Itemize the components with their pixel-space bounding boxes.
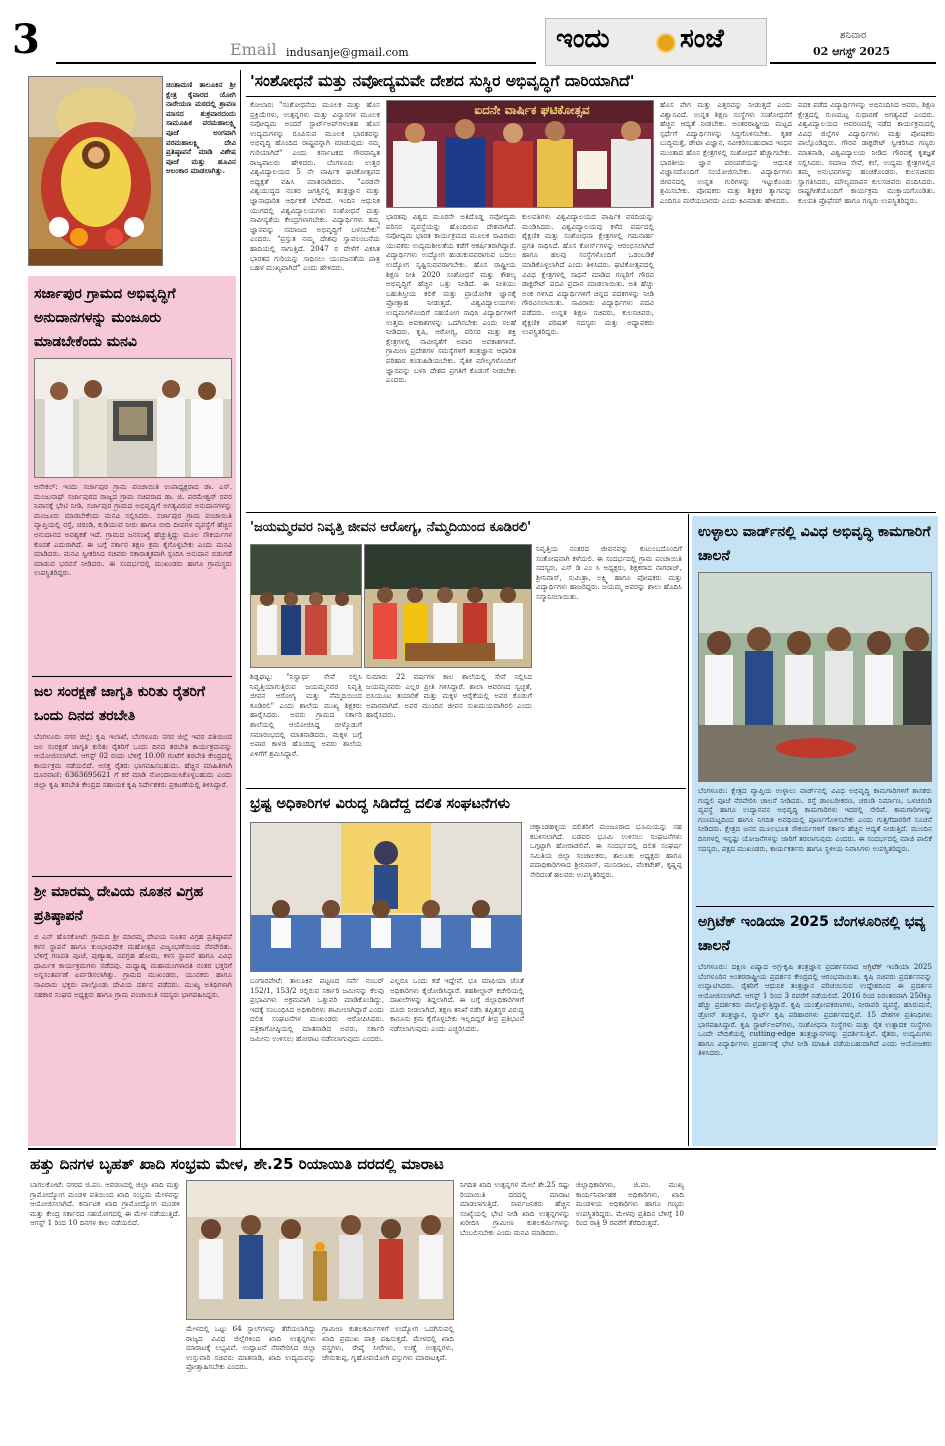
maramma-headline: ಶ್ರೀ ಮಾರಮ್ಮ ದೇವಿಯ ನೂತನ ವಿಗ್ರಹ ಪ್ರತಿಷ್ಠಾಪನೆ	[34, 884, 204, 924]
convocation-photo	[386, 100, 654, 208]
dalita-photo	[250, 822, 522, 972]
vertical-rule-right	[688, 514, 689, 1146]
right-divider	[696, 906, 934, 907]
main-headline: 'ಸಂಶೋಧನೆ ಮತ್ತು ನವೋದ್ಯಮವೇ ದೇಶದ ಸುಸ್ಥಿರ ಅಭಿವೃದ್ಧಿಗೆ ದಾರಿಯಾಗಿದೆ'	[250, 72, 635, 90]
maramma-body: ಬಿ ಎನ್ ಹೊಸಕೋಟೆ: ಗ್ರಾಮದ ಶ್ರೀ ಮಾರಮ್ಮ ದೇವಿಯ ನೂತನ ವಿಗ್ರಹ ಪ್ರತಿಷ್ಠಾಪನೆ ಕಳಸ ಸ್ಥಾಪನೆ ಹಾಗೂ ಕುಂಭಾಭಿಷೇಕ ಮಹೋತ್ಸವ ವಿಜೃಂಭಣೆಯಿಂದ ನೆರವೇರಿತು. ಬೆಳಿಗ್ಗೆ ಗಣಪತಿ ಪೂಜೆ, ಪುಣ್ಯಾಹ, ನವಗ್ರಹ ಹೋಮ, ಕಳಸ ಸ್ಥಾಪನೆ ಹಾಗೂ ವಿವಿಧ ಧಾರ್ಮಿಕ ಕಾರ್ಯಕ್ರಮಗಳು ನಡೆದವು. ಮಧ್ಯಾಹ್ನ ಮಹಾಮಂಗಳಾರತಿ ನಂತರ ಭಕ್ತರಿಗೆ ಅನ್ನಸಂತರ್ಪಣೆ ಏರ್ಪಡಿಸಲಾಗಿತ್ತು. ಗ್ರಾಮದ ಮುಖಂಡರು, ಯುವಕರು ಹಾಗೂ ಸಾವಿರಾರು ಭಕ್ತರು ಪಾಲ್ಗೊಂಡು ದೇವಿಯ ದರ್ಶನ ಪಡೆದರು. ಮುಖ್ಯ ಅತಿಥಿಗಳಾಗಿ ಸಹಕಾರ ಸಂಘದ ಅಧ್ಯಕ್ಷರು ಹಾಗೂ ಗ್ರಾಮ ಪಂಚಾಯಿತಿ ಸದಸ್ಯರು ಭಾಗವಹಿಸಿದ್ದರು.	[34, 932, 232, 999]
khadi-col5: ಜಿಲ್ಲಾಧಿಕಾರಿಗಳು, ಜಿ.ಪಂ. ಮುಖ್ಯ ಕಾರ್ಯನಿರ್ವಾಹಕ ಅಧಿಕಾರಿಗಳು, ಖಾದಿ ಮಂಡಳಿಯ ಅಧಿಕಾರಿಗಳು ಹಾಗೂ ಗಣ್ಯರು ಉಪಸ್ಥಿತರಿದ್ದರು. ಮೇಳವು ಪ್ರತಿದಿನ ಬೆಳಿಗ್ಗೆ 10 ರಿಂದ ರಾತ್ರಿ 9 ರವರೆಗೆ ತೆರೆದಿರುತ್ತದೆ.	[576, 1180, 684, 1228]
press-meet-illustration	[251, 823, 522, 972]
jayamma-bottom-rule	[246, 788, 686, 789]
jayamma-col2: ಸುಮಾರು 22 ವರ್ಷಗಳ ಕಾಲ ಶಾಲೆಯಲ್ಲಿ ಸೇವೆ ಸಲ್ಲಿಸಿದ ಜಯಮ್ಮನವರು ಎಲ್ಲರ ಪ್ರೀತಿ ಗಳಿಸಿದ್ದಾರೆ. ಶಾಲಾ ಆವರಣದ ಸ್ವಚ್ಛತೆ, ಬಿಸಿಯೂಟ ತಯಾರಿಕೆ ಮತ್ತು ಮಕ್ಕಳ ಆರೈಕೆಯಲ್ಲಿ ಅವರ ಕೊಡುಗೆ ಅಪಾರವಾಗಿದೆ. ಅವರ ಮುಂದಿನ ಜೀವನ ಸುಖಮಯವಾಗಿರಲಿ ಎಂದು ಹಾರೈಸಿದರು.	[366, 672, 532, 720]
jala-body: ಬೆಂಗಳೂರು ನಗರ ಜಿಲ್ಲೆ: ಕೃಷಿ ಇಲಾಖೆ, ಬೆಂಗಳೂರು ನಗರ ಜಿಲ್ಲೆ ಇವರ ವತಿಯಿಂದ ಜಲ ಸಂರಕ್ಷಣೆ ಜಾಗೃತಿ ಕುರಿತು ರೈತರಿಗೆ ಒಂದು ದಿನದ ತರಬೇತಿ ಕಾರ್ಯಕ್ರಮವನ್ನು ಆಯೋಜಿಸಲಾಗಿದೆ. ಆಗಸ್ಟ್ 02 ರಂದು ಬೆಳಿಗ್ಗೆ 10.00 ಗಂಟೆಗೆ ತರಬೇತಿ ಕೇಂದ್ರದಲ್ಲಿ ಕಾರ್ಯಕ್ರಮ ನಡೆಯಲಿದೆ. ಆಸಕ್ತ ರೈತರು ಭಾಗವಹಿಸಬಹುದು. ಹೆಚ್ಚಿನ ಮಾಹಿತಿಗಾಗಿ ದೂರವಾಣಿ: 6363695621 ಗೆ ಕರೆ ಮಾಡಿ ನೋಂದಾಯಿಸಿಕೊಳ್ಳಬಹುದು ಎಂದು ಜಿಲ್ಲಾ ಕೃಷಿ ತರಬೇತಿ ಕೇಂದ್ರದ ಸಹಾಯಕ ಕೃಷಿ ನಿರ್ದೇಶಕರು ಪ್ರಕಟಣೆಯಲ್ಲಿ ತಿಳಿಸಿದ್ದಾರೆ.	[34, 732, 232, 789]
logo-word-left: ಇಂದು	[556, 24, 610, 54]
ground-breaking-illustration	[699, 573, 932, 782]
main-story-col3: ಕುಲಪತಿಗಳು ವಿಶ್ವವಿದ್ಯಾಲಯದ ವಾರ್ಷಿಕ ವರದಿಯನ್ನು ಮಂಡಿಸಿದರು. ವಿಶ್ವವಿದ್ಯಾಲಯವು ಕಳೆದ ವರ್ಷದಲ್ಲಿ ಶೈಕ್ಷಣಿಕ ಮತ್ತು ಸಂಶೋಧನಾ ಕ್ಷೇತ್ರಗಳಲ್ಲಿ ಗಮನಾರ್ಹ ಪ್ರಗತಿ ಸಾಧಿಸಿದೆ. ಹೊಸ ಕೋರ್ಸ್‌ಗಳನ್ನು ಆರಂಭಿಸಲಾಗಿದೆ ಹಾಗೂ ಹಲವು ಸಂಸ್ಥೆಗಳೊಂದಿಗೆ ಒಡಂಬಡಿಕೆ ಮಾಡಿಕೊಳ್ಳಲಾಗಿದೆ ಎಂದು ತಿಳಿಸಿದರು. ಘಟಿಕೋತ್ಸವದಲ್ಲಿ ವಿವಿಧ ಕ್ಷೇತ್ರಗಳಲ್ಲಿ ಸಾಧನೆ ಮಾಡಿದ ಗಣ್ಯರಿಗೆ ಗೌರವ ಡಾಕ್ಟರೇಟ್ ಪದವಿ ಪ್ರದಾನ ಮಾಡಲಾಯಿತು. ಅತಿ ಹೆಚ್ಚು ಅಂಕ ಗಳಿಸಿದ ವಿದ್ಯಾರ್ಥಿಗಳಿಗೆ ಚಿನ್ನದ ಪದಕಗಳನ್ನು ನೀಡಿ ಗೌರವಿಸಲಾಯಿತು. ಸಾವಿರಾರು ವಿದ್ಯಾರ್ಥಿಗಳು ಪದವಿ ಪಡೆದರು. ಉನ್ನತ ಶಿಕ್ಷಣ ಸಚಿವರು, ಕುಲಸಚಿವರು, ಶೈಕ್ಷಣಿಕ ಪರಿಷತ್ ಸದಸ್ಯರು ಮತ್ತು ಅಧ್ಯಾಪಕರು ಉಪಸ್ಥಿತರಿದ್ದರು.	[522, 212, 654, 337]
sarjapura-headline: ಸರ್ಜಾಪುರ ಗ್ರಾಮದ ಅಭಿವೃದ್ಧಿಗೆ ಅನುದಾನಗಳನ್ನು ಮಂಜೂರು ಮಾಡಬೇಕೆಂದು ಮನವಿ	[34, 286, 176, 350]
agritech-body: ಬೆಂಗಳೂರು: ದಕ್ಷಿಣ ಏಷ್ಯಾದ ಅಗ್ರ-ಕೃಷಿ ತಂತ್ರಜ್ಞಾನ ಪ್ರದರ್ಶನವಾದ ಅಗ್ರಿಟೆಕ್ ಇಂಡಿಯಾ 2025 ಬೆಂಗಳೂರಿನ ಅಂತರರಾಷ್ಟ್ರೀಯ ಪ್ರದರ್ಶನ ಕೇಂದ್ರದಲ್ಲಿ ಆರಂಭವಾಯಿತು. ಕೃಷಿ ಸಚಿವರು ಪ್ರದರ್ಶನವನ್ನು ಉದ್ಘಾಟಿಸಿದರು. ರೈತರಿಗೆ ಆಧುನಿಕ ತಂತ್ರಜ್ಞಾನ ಪರಿಚಯಿಸುವ ಉದ್ದೇಶದಿಂದ ಈ ಪ್ರದರ್ಶನ ಆಯೋಜಿಸಲಾಗಿದೆ. ಆಗಸ್ಟ್ 1 ರಿಂದ 3 ರವರೆಗೆ ನಡೆಯಲಿದೆ. 2016 ರಿಂದ ನಿರಂತರವಾಗಿ 250ಕ್ಕೂ ಹೆಚ್ಚು ಪ್ರದರ್ಶಕರು ಪಾಲ್ಗೊಳ್ಳುತ್ತಿದ್ದಾರೆ. ಕೃಷಿ ಯಂತ್ರೋಪಕರಣಗಳು, ನೀರಾವರಿ ವ್ಯವಸ್ಥೆ, ಹಸಿರುಮನೆ, ಡ್ರೋನ್ ತಂತ್ರಜ್ಞಾನ, ಸ್ಮಾರ್ಟ್ ಕೃಷಿ ಪರಿಹಾರಗಳು ಪ್ರದರ್ಶನದಲ್ಲಿವೆ. 15 ದೇಶಗಳ ಪ್ರತಿನಿಧಿಗಳು ಭಾಗವಹಿಸಿದ್ದಾರೆ. ಕೃಷಿ ಸ್ಟಾರ್ಟ್‌ಅಪ್‌ಗಳು, ಸಂಶೋಧನಾ ಸಂಸ್ಥೆಗಳು ಮತ್ತು ರೈತ ಉತ್ಪಾದಕ ಸಂಸ್ಥೆಗಳು ಒಂದೇ ವೇದಿಕೆಯಲ್ಲಿ cutting-edge ತಂತ್ರಜ್ಞಾನಗಳನ್ನು ಪ್ರದರ್ಶಿಸುತ್ತಿವೆ. ರೈತರು, ಉದ್ಯಮಿಗಳು ಹಾಗೂ ವಿದ್ಯಾರ್ಥಿಗಳು ಪ್ರದರ್ಶನಕ್ಕೆ ಭೇಟಿ ನೀಡಿ ಮಾಹಿತಿ ಪಡೆಯಬಹುದಾಗಿದೆ ಎಂದು ಆಯೋಜಕರು ತಿಳಿಸಿದರು.	[698, 962, 932, 1058]
dalita-col3: ಚಕ್ಕಾಂಡಹಳ್ಳಿಯ ದಲಿತರಿಗೆ ಮಂಜೂರಾದ ಭೂಮಿಯನ್ನು ಸಹ ಕಬಳಿಸಲಾಗಿದೆ. ಬಡವರ ಭೂಮಿ ಉಳಿಸಲು ಸಂಘಟನೆಗಳು ಒಗ್ಗಟ್ಟಾಗಿ ಹೋರಾಡಲಿವೆ. ಈ ಸಂದರ್ಭದಲ್ಲಿ ದಲಿತ ಸಂಘರ್ಷ ಸಮಿತಿಯ ಜಿಲ್ಲಾ ಸಂಚಾಲಕರು, ತಾಲೂಕು ಅಧ್ಯಕ್ಷರು ಹಾಗೂ ಪದಾಧಿಕಾರಿಗಳಾದ ಶ್ರೀನಿವಾಸ್, ಮುನಿರಾಜು, ವೆಂಕಟೇಶ್, ಕೃಷ್ಣಪ್ಪ ಸೇರಿದಂತೆ ಹಲವರು ಉಪಸ್ಥಿತರಿದ್ದರು.	[530, 822, 682, 879]
logo-word-right: ಸಂಜೆ	[680, 24, 724, 54]
decorated-idol-illustration	[29, 77, 163, 266]
ullal-photo	[698, 572, 932, 782]
jayamma-col3: ನಿವೃತ್ತಿಯ ನಂತರದ ಜೀವನವನ್ನು ಕುಟುಂಬದೊಂದಿಗೆ ಸಂತೋಷವಾಗಿ ಕಳೆಯಲಿ. ಈ ಸಂದರ್ಭದಲ್ಲಿ ಗ್ರಾಮ ಪಂಚಾಯಿತಿ ಸದಸ್ಯರು, ಎಸ್ ಡಿ ಎಂ ಸಿ ಅಧ್ಯಕ್ಷರು, ಶಿಕ್ಷಕರಾದ ನಾಗರಾಜ್, ಶ್ರೀನಿವಾಸ್, ಸುಮಿತ್ರಾ, ಲಕ್ಷ್ಮಿ ಹಾಗೂ ಪೋಷಕರು ಮತ್ತು ವಿದ್ಯಾರ್ಥಿಗಳು ಹಾಜರಿದ್ದರು. ಜಯಮ್ಮ ಅವರನ್ನು ಶಾಲು ಹೊದಿಸಿ ಸನ್ಮಾನಿಸಲಾಯಿತು.	[536, 544, 682, 601]
memorial-handover-illustration	[35, 359, 232, 478]
masthead-left-rule	[56, 62, 536, 64]
khadi-top-rule	[28, 1148, 936, 1150]
jayamma-col1: ಶಿಡ್ಲಘಟ್ಟ: "ನಿಸ್ವಾರ್ಥ ಸೇವೆ ಸಲ್ಲಿಸಿ ನಿವೃತ್ತಿಯಾಗುತ್ತಿರುವ ಜಯಮ್ಮನವರ ನಿವೃತ್ತಿ ಜೀವನ ಆರೋಗ್ಯ ಮತ್ತು ನೆಮ್ಮದಿಯಿಂದ ಕೂಡಿರಲಿ" ಎಂದು ಶಾಲೆಯ ಮುಖ್ಯ ಶಿಕ್ಷಕರು ಹಾರೈಸಿದರು. ಅವರು ಗ್ರಾಮದ ಸರ್ಕಾರಿ ಶಾಲೆಯಲ್ಲಿ ಆಯೋಜಿಸಿದ್ದ ಬೀಳ್ಕೊಡುಗೆ ಸಮಾರಂಭದಲ್ಲಿ ಮಾತನಾಡಿದರು. ಮಕ್ಕಳ ಬಗ್ಗೆ ಅಪಾರ ಕಾಳಜಿ ಹೊಂದಿದ್ದ ಅವರು ಶಾಲೆಯ ಏಳಿಗೆಗೆ ಶ್ರಮಿಸಿದ್ದಾರೆ.	[250, 672, 362, 758]
khadi-col4: ನಿಗದಿತ ಖಾದಿ ಉತ್ಪನ್ನಗಳ ಮೇಲೆ ಶೇ.25 ರಷ್ಟು ರಿಯಾಯಿತಿ ದರದಲ್ಲಿ ಮಾರಾಟ ಮಾಡಲಾಗುತ್ತಿದೆ. ಸಾರ್ವಜನಿಕರು ಹೆಚ್ಚಿನ ಸಂಖ್ಯೆಯಲ್ಲಿ ಭೇಟಿ ನೀಡಿ ಖಾದಿ ಉತ್ಪನ್ನಗಳನ್ನು ಖರೀದಿಸಿ ಗ್ರಾಮೀಣ ಕುಶಲಕರ್ಮಿಗಳನ್ನು ಬೆಂಬಲಿಸಬೇಕು ಎಂದು ಮನವಿ ಮಾಡಿದರು.	[460, 1180, 570, 1237]
khadi-col2: ಮೇಳದಲ್ಲಿ ಒಟ್ಟು 64 ಸ್ಟಾಲ್‌ಗಳನ್ನು ತೆರೆಯಲಾಗಿದ್ದು ರಾಜ್ಯದ ವಿವಿಧ ಜಿಲ್ಲೆಗಳಿಂದ ಖಾದಿ ಉತ್ಪನ್ನಗಳು ಮಾರಾಟಕ್ಕೆ ಲಭ್ಯವಿವೆ. ಉದ್ಘಾಟನೆ ನೆರವೇರಿಸಿದ ಜಿಲ್ಲಾ ಉಸ್ತುವಾರಿ ಸಚಿವರು ಮಾತನಾಡಿ, ಖಾದಿ ಉದ್ಯಮವನ್ನು ಪ್ರೋತ್ಸಾಹಿಸಬೇಕು ಎಂದರು.	[186, 1324, 316, 1372]
dalita-col2: ಎಲ್ಲರೂ ಒಂದು ಕಡೆ ಇದ್ದೇವೆ. ಭೂ ಮಾಫಿಯಾ ಜೊತೆ ಅಧಿಕಾರಿಗಳು ಕೈಜೋಡಿಸಿದ್ದಾರೆ. ತಹಶೀಲ್ದಾರ್ ಕಚೇರಿಯಲ್ಲಿ ದಾಖಲೆಗಳನ್ನು ತಿದ್ದಲಾಗಿದೆ. ಈ ಬಗ್ಗೆ ಜಿಲ್ಲಾಧಿಕಾರಿಗಳಿಗೆ ದೂರು ನೀಡಲಾಗಿದೆ. ತಕ್ಷಣ ತನಿಖೆ ನಡೆಸಿ ತಪ್ಪಿತಸ್ಥರ ವಿರುದ್ಧ ಕಾನೂನು ಕ್ರಮ ಕೈಗೊಳ್ಳಬೇಕು ಇಲ್ಲದಿದ್ದರೆ ತೀವ್ರ ಪ್ರತಿಭಟನೆ ನಡೆಸಲಾಗುವುದು ಎಂದು ಎಚ್ಚರಿಸಿದರು.	[390, 976, 524, 1033]
retirement-function-illustration-right	[365, 545, 532, 668]
masthead-logo	[545, 18, 767, 66]
convocation-banner-text: ಐದನೇ ವಾರ್ಷಿಕ ಘಟಿಕೋತ್ಸವ	[474, 103, 590, 117]
agritech-headline: ಅಗ್ರಿಟೆಕ್ ಇಂಡಿಯಾ 2025 ಬೆಂಗಳೂರಿನಲ್ಲಿ ಭವ್ಯ ಚಾಲನೆ	[698, 914, 926, 954]
main-story-col5: ಪದಕ ಪಡೆದ ವಿದ್ಯಾರ್ಥಿಗಳನ್ನು ಅಭಿನಂದಿಸಿದ ಅವರು, ಶಿಕ್ಷಣ ಕ್ಷೇತ್ರದಲ್ಲಿ ಗುಣಮಟ್ಟ ಸುಧಾರಣೆ ಅಗತ್ಯವಿದೆ ಎಂದರು. ವಿಶ್ವವಿದ್ಯಾಲಯದ ಆವರಣದಲ್ಲಿ ನಡೆದ ಕಾರ್ಯಕ್ರಮದಲ್ಲಿ ವಿವಿಧ ಜಿಲ್ಲೆಗಳ ವಿದ್ಯಾರ್ಥಿಗಳು ಮತ್ತು ಪೋಷಕರು ಪಾಲ್ಗೊಂಡಿದ್ದರು. ಗೌರವ ಡಾಕ್ಟರೇಟ್ ಸ್ವೀಕರಿಸಿದ ಗಣ್ಯರು ಮಾತನಾಡಿ, ವಿಶ್ವವಿದ್ಯಾಲಯ ನೀಡಿದ ಗೌರವಕ್ಕೆ ಕೃತಜ್ಞತೆ ಸಲ್ಲಿಸಿದರು. ಸಮಾಜ ಸೇವೆ, ಕಲೆ, ಉದ್ಯಮ ಕ್ಷೇತ್ರಗಳಲ್ಲಿನ ತಮ್ಮ ಅನುಭವಗಳನ್ನು ಹಂಚಿಕೊಂಡರು. ಕುಲಸಚಿವರು ಸ್ವಾಗತಿಸಿದರು, ಮೌಲ್ಯಮಾಪನ ಕುಲಸಚಿವರು ವಂದಿಸಿದರು. ರಾಷ್ಟ್ರಗೀತೆಯೊಂದಿಗೆ ಕಾರ್ಯಕ್ರಮ ಮುಕ್ತಾಯಗೊಂಡಿತು. ಕುಲಪತಿ ಪ್ರೊಫೆಸರ್ ಹಾಗೂ ಗಣ್ಯರು ಉಪಸ್ಥಿತರಿದ್ದರು.	[798, 100, 935, 205]
main-story-col1: ಕೋಲಾರ: "ಸಂಶೋಧನೆಯ ಮೂಲಕ ಮತ್ತು ಹೊಸ ಪ್ರಕ್ರಿಯೆಗಳು, ಉತ್ಪನ್ನಗಳು ಮತ್ತು ವಿನ್ಯಾಸಗಳ ಮೂಲಕ ನವೋದ್ಯಮ ಅಂದರೆ ಸ್ಟಾರ್ಟ್‌ಅಪ್‌ಗಳಂತಹ ಹೊಸ ಉದ್ಯಮಗಳನ್ನು ರೂಪಿಸುವ ಮೂಲಕ ಭಾರತವನ್ನು ಅಭಿವೃದ್ಧಿ ಹೊಂದಿದ ರಾಷ್ಟ್ರವನ್ನಾಗಿ ಮಾಡುವುದು ನಮ್ಮ ಗುರಿಯಾಗಿದೆ" ಎಂದು ಕರ್ನಾಟಕದ ಗೌರವಾನ್ವಿತ ರಾಜ್ಯಪಾಲರು ಹೇಳಿದರು. ಬೆಂಗಳೂರು ಉತ್ತರ ವಿಶ್ವವಿದ್ಯಾಲಯದ 5 ನೇ ವಾರ್ಷಿಕ ಘಟಿಕೋತ್ಸವದ ಅಧ್ಯಕ್ಷತೆ ವಹಿಸಿ ಮಾತನಾಡಿದರು. "ಎರಡನೇ ವಿಶ್ವಯುದ್ಧದ ನಂತರ ಜಗತ್ತಿನಲ್ಲಿ ತಂತ್ರಜ್ಞಾನ ಮತ್ತು ಜ್ಞಾನಾಧಾರಿತ ಆರ್ಥಿಕತೆ ಬೆಳೆದಿದೆ. ಇಂದಿನ ಆಧುನಿಕ ಯುಗದಲ್ಲಿ ವಿಶ್ವವಿದ್ಯಾಲಯಗಳು ಸಂಶೋಧನೆ ಮತ್ತು ನಾವೀನ್ಯತೆಯ ಕೇಂದ್ರಗಳಾಗಬೇಕು. ವಿದ್ಯಾರ್ಥಿಗಳು ತಮ್ಮ ಜ್ಞಾನವನ್ನು ಸಮಾಜದ ಅಭಿವೃದ್ಧಿಗೆ ಬಳಸಬೇಕು" ಎಂದರು. "ಪ್ರಸ್ತುತ ನಮ್ಮ ದೇಶವು ಸ್ವಾವಲಂಬನೆಯ ಹಾದಿಯಲ್ಲಿ ಸಾಗುತ್ತಿದೆ. 2047 ರ ವೇಳೆಗೆ ವಿಕಸಿತ ಭಾರತದ ಗುರಿಯನ್ನು ಸಾಧಿಸಲು ಯುವಜನತೆಯ ಪಾತ್ರ ಬಹಳ ಮುಖ್ಯವಾಗಿದೆ" ಎಂದು ಹೇಳಿದರು.	[250, 100, 380, 273]
sarjapura-body: ಆನೇಕಲ್: ಇಂದು ಸರ್ಜಾಪುರ ಗ್ರಾಮ ಪಂಚಾಯಿತಿ ಉಪಾಧ್ಯಕ್ಷರಾದ ಡಾ. ಎಸ್. ಮಂಜುನಾಥ್ ಸರ್ಜಾಪುರದ ರಾಜ್ಯದ ಗ್ರಾಮ ಸಚಿವರಾದ ಡಾ. ಜಿ. ಪರಮೇಶ್ವರ್ ರವರ ನಿವಾಸಕ್ಕೆ ಭೇಟಿ ನೀಡಿ, ಸರ್ಜಾಪುರ ಗ್ರಾಮದ ಅಭಿವೃದ್ಧಿಗೆ ಅಗತ್ಯವಿರುವ ಅನುದಾನಗಳನ್ನು ಮಂಜೂರು ಮಾಡಬೇಕೆಂದು ಮನವಿ ಸಲ್ಲಿಸಿದರು. ಸರ್ಜಾಪುರ ಗ್ರಾಮ ಪಂಚಾಯಿತಿ ವ್ಯಾಪ್ತಿಯಲ್ಲಿ ರಸ್ತೆ, ಚರಂಡಿ, ಕುಡಿಯುವ ನೀರು ಹಾಗೂ ಬೀದಿ ದೀಪಗಳ ವ್ಯವಸ್ಥೆಗೆ ಹೆಚ್ಚಿನ ಅನುದಾನದ ಅವಶ್ಯಕತೆ ಇದೆ. ಗ್ರಾಮದ ಜನಸಂಖ್ಯೆ ಹೆಚ್ಚುತ್ತಿದ್ದು ಮೂಲ ಸೌಕರ್ಯಗಳ ಕೊರತೆ ಎದುರಾಗಿದೆ. ಈ ಬಗ್ಗೆ ಸರ್ಕಾರ ತಕ್ಷಣ ಕ್ರಮ ಕೈಗೊಳ್ಳಬೇಕು ಎಂದು ಮನವಿ ಮಾಡಿದರು. ಮನವಿ ಸ್ವೀಕರಿಸಿದ ಸಚಿವರು ಸಕಾರಾತ್ಮಕವಾಗಿ ಸ್ಪಂದಿಸಿ ಅನುದಾನ ಬಿಡುಗಡೆ ಮಾಡುವ ಭರವಸೆ ನೀಡಿದರು. ಈ ಸಂದರ್ಭದಲ್ಲಿ ಮುಖಂಡರು ಹಾಗೂ ಗ್ರಾಮಸ್ಥರು ಉಪಸ್ಥಿತರಿದ್ದರು.	[34, 482, 232, 578]
jayamma-headline: 'ಜಯಮ್ಮರವರ ನಿವೃತ್ತಿ ಜೀವನ ಆರೋಗ್ಯ, ನೆಮ್ಮದಿಯಿಂದ ಕೂಡಿರಲಿ'	[250, 520, 532, 535]
sarjapura-photo	[34, 358, 232, 478]
left-divider-2	[32, 876, 232, 877]
issue-date: 02 ಆಗಸ್ಟ್ 2025	[813, 45, 890, 58]
masthead-right-rule	[770, 62, 936, 64]
main-story-col4: ಹೊಸ ವೇಗ ಮತ್ತು ಎತ್ತರವನ್ನು ನೀಡುತ್ತದೆ ಎಂದು ವಿಶ್ವಾಸವಿದೆ. ಉನ್ನತ ಶಿಕ್ಷಣ ಸಂಸ್ಥೆಗಳು ಸಂಶೋಧನೆಗೆ ಹೆಚ್ಚಿನ ಆದ್ಯತೆ ನೀಡಬೇಕು. ಅಂತರರಾಷ್ಟ್ರೀಯ ಮಟ್ಟದ ಸ್ಪರ್ಧೆಗೆ ವಿದ್ಯಾರ್ಥಿಗಳನ್ನು ಸಿದ್ಧಗೊಳಿಸಬೇಕು. ಕೃತಕ ಬುದ್ಧಿಮತ್ತೆ, ಡೇಟಾ ವಿಜ್ಞಾನ, ನವೀಕರಿಸಬಹುದಾದ ಇಂಧನ ಮುಂತಾದ ಹೊಸ ಕ್ಷೇತ್ರಗಳಲ್ಲಿ ಸಂಶೋಧನೆ ಹೆಚ್ಚಾಗಬೇಕು. ಭಾರತೀಯ ಜ್ಞಾನ ಪರಂಪರೆಯನ್ನು ಆಧುನಿಕ ವಿಜ್ಞಾನದೊಂದಿಗೆ ಸಂಯೋಜಿಸಬೇಕು. ವಿದ್ಯಾರ್ಥಿಗಳು ಜೀವನದಲ್ಲಿ ಉನ್ನತ ಗುರಿಗಳನ್ನು ಇಟ್ಟುಕೊಂಡು ಶ್ರಮಿಸಬೇಕು. ಪೋಷಕರು ಮತ್ತು ಶಿಕ್ಷಕರ ತ್ಯಾಗವನ್ನು ಎಂದಿಗೂ ಮರೆಯಬಾರದು ಎಂದು ಕಿವಿಮಾತು ಹೇಳಿದರು.	[660, 100, 792, 205]
left-divider-1	[32, 676, 232, 677]
jala-headline: ಜಲ ಸಂರಕ್ಷಣೆ ಜಾಗೃತಿ ಕುರಿತು ರೈತರಿಗೆ ಒಂದು ದಿನದ ತರಬೇತಿ	[34, 684, 206, 724]
goddess-caption: ಚಿಂತಾಮಣಿ ತಾಲೂಕಿನ ಶ್ರೀ ಕ್ಷೇತ್ರ ಕೈವಾರದ ಯೋಗಿ ನಾರೇಯಣ ಮಠದಲ್ಲಿ ಶ್ರಾವಣ ಮಾಸದ ಶುಕ್ರವಾರದಂದು ಸಾಮೂಹಿಕ ವರಮಹಾಲಕ್ಷ್ಮಿ ಪೂಜೆ ಅಂಗವಾಗಿ ವರಮಹಾಲಕ್ಷ್ಮಿ ದೇವಿ ಪ್ರತಿಷ್ಠಾಪನೆ ಮಾಡಿ ವಿಶೇಷ ಪೂಜೆ ಮತ್ತು ಹೂವಿನ ಅಲಂಕಾರ ಮಾಡಲಾಗಿತ್ತು.	[166, 80, 236, 176]
khadi-inauguration-illustration	[187, 1181, 454, 1320]
main-headline-rule	[246, 96, 936, 97]
main-story-bottom-rule	[246, 512, 936, 513]
jayamma-photo	[250, 544, 362, 668]
main-story-col2: ಭಾರತವು ವಿಶ್ವದ ಮೂರನೇ ಅತಿದೊಡ್ಡ ನವೋದ್ಯಮ ಪರಿಸರ ವ್ಯವಸ್ಥೆಯನ್ನು ಹೊಂದಿರುವ ದೇಶವಾಗಿದೆ. ನವೋದ್ಯಮ ಭಾರತ ಕಾರ್ಯಕ್ರಮದ ಮೂಲಕ ಸಾವಿರಾರು ಯುವಕರು ಉದ್ಯಮಶೀಲತೆಯ ಕಡೆಗೆ ಆಕರ್ಷಿತರಾಗಿದ್ದಾರೆ. ವಿದ್ಯಾರ್ಥಿಗಳು ಉದ್ಯೋಗ ಹುಡುಕುವವರಾಗುವ ಬದಲು ಉದ್ಯೋಗ ಸೃಷ್ಟಿಸುವವರಾಗಬೇಕು. ಹೊಸ ರಾಷ್ಟ್ರೀಯ ಶಿಕ್ಷಣ ನೀತಿ 2020 ಸಂಶೋಧನೆ ಮತ್ತು ಕೌಶಲ್ಯ ಅಭಿವೃದ್ಧಿಗೆ ಹೆಚ್ಚಿನ ಒತ್ತು ನೀಡಿದೆ. ಈ ನೀತಿಯು ಬಹುಶಿಸ್ತೀಯ ಕಲಿಕೆ ಮತ್ತು ಪ್ರಾಯೋಗಿಕ ಜ್ಞಾನಕ್ಕೆ ಪ್ರೋತ್ಸಾಹ ನೀಡುತ್ತದೆ. ವಿಶ್ವವಿದ್ಯಾಲಯಗಳು ಉದ್ಯಮಗಳೊಂದಿಗೆ ಸಹಯೋಗ ಸಾಧಿಸಿ ವಿದ್ಯಾರ್ಥಿಗಳಿಗೆ ಉತ್ತಮ ಅವಕಾಶಗಳನ್ನು ಒದಗಿಸಬೇಕು ಎಂದು ಸಲಹೆ ನೀಡಿದರು. ಕೃಷಿ, ಆರೋಗ್ಯ, ಪರಿಸರ ಮತ್ತು ಶಕ್ತಿ ಕ್ಷೇತ್ರಗಳಲ್ಲಿ ನಾವೀನ್ಯತೆಗೆ ಅಪಾರ ಅವಕಾಶಗಳಿವೆ. ಗ್ರಾಮೀಣ ಪ್ರದೇಶಗಳ ಸಮಸ್ಯೆಗಳಿಗೆ ತಂತ್ರಜ್ಞಾನ ಆಧಾರಿತ ಪರಿಹಾರ ಕಂಡುಹಿಡಿಯಬೇಕು. ನೈತಿಕ ಮೌಲ್ಯಗಳೊಂದಿಗೆ ಜ್ಞಾನವನ್ನು ಬಳಸಿ ದೇಶದ ಪ್ರಗತಿಗೆ ಕೊಡುಗೆ ನೀಡಬೇಕು ಎಂದರು.	[386, 212, 516, 385]
khadi-col3: ಗ್ರಾಮೀಣ ಕುಶಲಕರ್ಮಿಗಳಿಗೆ ಉದ್ಯೋಗ ಒದಗಿಸುವಲ್ಲಿ ಖಾದಿ ಪ್ರಮುಖ ಪಾತ್ರ ವಹಿಸುತ್ತದೆ. ಮೇಳದಲ್ಲಿ ಖಾದಿ ವಸ್ತ್ರಗಳು, ರೇಷ್ಮೆ ಸೀರೆಗಳು, ಉಣ್ಣೆ ಉತ್ಪನ್ನಗಳು, ಜೇನುತುಪ್ಪ, ಗೃಹೋಪಯೋಗಿ ವಸ್ತುಗಳು ಮಾರಾಟಕ್ಕಿವೆ.	[322, 1324, 454, 1362]
sun-icon	[658, 35, 674, 51]
email-label: Email	[230, 40, 277, 59]
issue-day: ಶನಿವಾರ	[840, 30, 867, 41]
dalita-headline: ಭ್ರಷ್ಟ ಅಧಿಕಾರಿಗಳ ವಿರುದ್ಧ ಸಿಡಿದೆದ್ದ ದಲಿತ ಸಂಘಟನೆಗಳು	[250, 796, 511, 812]
goddess-photo	[28, 76, 163, 266]
email-address[interactable]: indusanje@gmail.com	[286, 46, 409, 59]
dalita-col1: ಬಂಗಾರಪೇಟೆ: ತಾಲೂಕಿನ ಪಟ್ಟಣದ ಸರ್ವೆ ನಂಬರ್ 152/1, 153/2 ರಲ್ಲಿರುವ ಸರ್ಕಾರಿ ಜಮೀನನ್ನು ಕೆಲವು ಪ್ರಭಾವಿಗಳು ಅಕ್ರಮವಾಗಿ ಒತ್ತುವರಿ ಮಾಡಿಕೊಂಡಿದ್ದು, ಇದಕ್ಕೆ ಸಂಬಂಧಿಸಿದ ಅಧಿಕಾರಿಗಳು ಶಾಮೀಲಾಗಿದ್ದಾರೆ ಎಂದು ದಲಿತ ಸಂಘಟನೆಗಳ ಮುಖಂಡರು ಆರೋಪಿಸಿದರು. ಪತ್ರಿಕಾಗೋಷ್ಠಿಯಲ್ಲಿ ಮಾತನಾಡಿದ ಅವರು, ಸರ್ಕಾರಿ ಜಮೀನು ಉಳಿಸಲು ಹೋರಾಟ ನಡೆಸಲಾಗುವುದು ಎಂದರು.	[250, 976, 384, 1043]
ullal-headline: ಉಳ್ಳಾಲು ವಾರ್ಡ್‌ನಲ್ಲಿ ವಿವಿಧ ಅಭಿವೃದ್ಧಿ ಕಾಮಗಾರಿಗೆ ಚಾಲನೆ	[698, 524, 931, 564]
page-number: 3	[12, 16, 40, 63]
khadi-photo	[186, 1180, 454, 1320]
khadi-headline: ಹತ್ತು ದಿನಗಳ ಬೃಹತ್ ಖಾದಿ ಸಂಭ್ರಮ ಮೇಳ, ಶೇ.25 ರಿಯಾಯಿತಿ ದರದಲ್ಲಿ ಮಾರಾಟ	[30, 1155, 444, 1173]
jayamma-photo-wide	[364, 544, 532, 668]
retirement-function-illustration-left	[251, 545, 362, 668]
ullal-body: ಬೆಂಗಳೂರು: ಕ್ಷೇತ್ರದ ವ್ಯಾಪ್ತಿಯ ಉಳ್ಳಾಲು ವಾರ್ಡ್‌ನಲ್ಲಿ ವಿವಿಧ ಅಭಿವೃದ್ಧಿ ಕಾಮಗಾರಿಗಳಿಗೆ ಶಾಸಕರು ಗುದ್ದಲಿ ಪೂಜೆ ನೆರವೇರಿಸಿ ಚಾಲನೆ ನೀಡಿದರು. ರಸ್ತೆ ಡಾಂಬರೀಕರಣ, ಚರಂಡಿ ನಿರ್ಮಾಣ, ಒಳಚರಂಡಿ ವ್ಯವಸ್ಥೆ ಹಾಗೂ ಉದ್ಯಾನವನ ಅಭಿವೃದ್ಧಿ ಕಾಮಗಾರಿಗಳು ಇದರಲ್ಲಿ ಸೇರಿವೆ. ಕಾಮಗಾರಿಗಳನ್ನು ಗುಣಮಟ್ಟದಿಂದ ಹಾಗೂ ನಿಗದಿತ ಅವಧಿಯಲ್ಲಿ ಪೂರ್ಣಗೊಳಿಸಬೇಕು ಎಂದು ಗುತ್ತಿಗೆದಾರರಿಗೆ ಸೂಚನೆ ನೀಡಿದರು. ಕ್ಷೇತ್ರದ ಜನರ ಮೂಲಭೂತ ಸೌಕರ್ಯಗಳಿಗೆ ಸರ್ಕಾರ ಹೆಚ್ಚಿನ ಆದ್ಯತೆ ನೀಡುತ್ತಿದೆ. ಮುಂದಿನ ದಿನಗಳಲ್ಲಿ ಇನ್ನಷ್ಟು ಯೋಜನೆಗಳನ್ನು ಜಾರಿಗೆ ತರಲಾಗುವುದು ಎಂದರು. ಈ ಸಂದರ್ಭದಲ್ಲಿ ಮಾಜಿ ಪಾಲಿಕೆ ಸದಸ್ಯರು, ಪಕ್ಷದ ಮುಖಂಡರು, ಕಾರ್ಯಕರ್ತರು ಹಾಗೂ ಸ್ಥಳೀಯ ನಿವಾಸಿಗಳು ಉಪಸ್ಥಿತರಿದ್ದರು.	[698, 786, 932, 853]
khadi-col1: ಬಾಗಲಕೋಟೆ: ನಗರದ ಜಿ.ಪಂ. ಆವರಣದಲ್ಲಿ ಜಿಲ್ಲಾ ಖಾದಿ ಮತ್ತು ಗ್ರಾಮೋದ್ಯೋಗ ಮಂಡಳಿ ವತಿಯಿಂದ ಖಾದಿ ಸಂಭ್ರಮ ಮೇಳವನ್ನು ಆಯೋಜಿಸಲಾಗಿದೆ. ಕರ್ನಾಟಕ ಖಾದಿ ಗ್ರಾಮೋದ್ಯೋಗ ಮಂಡಳಿ ಮತ್ತು ಕೇಂದ್ರ ಸರ್ಕಾರದ ಸಹಯೋಗದಲ್ಲಿ ಈ ಮೇಳ ನಡೆಯುತ್ತಿದೆ. ಆಗಸ್ಟ್ 1 ರಿಂದ 10 ದಿನಗಳ ಕಾಲ ನಡೆಯಲಿದೆ.	[30, 1180, 180, 1228]
vertical-rule-left	[240, 70, 241, 1150]
